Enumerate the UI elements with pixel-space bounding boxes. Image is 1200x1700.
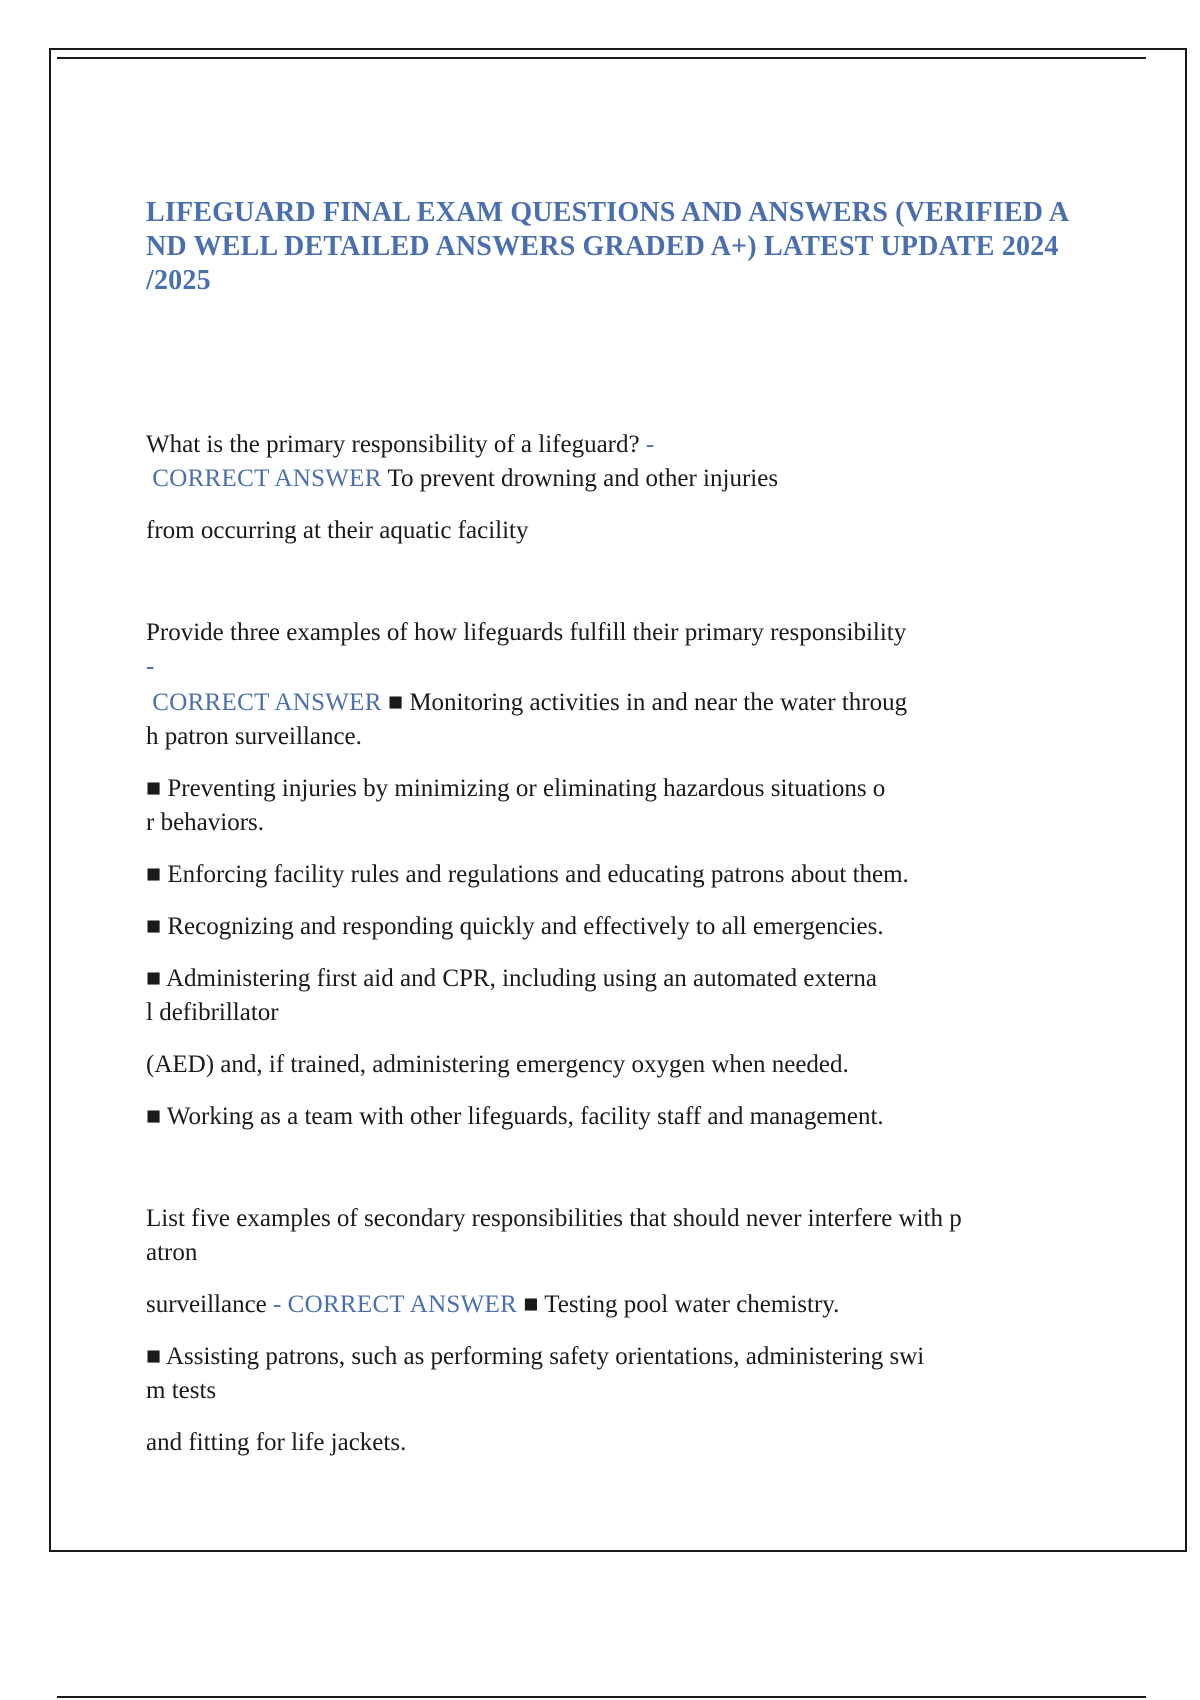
list-item: ■ Enforcing facility rules and regulations and educating patrons about them. [146, 861, 909, 888]
answer-line: CORRECT ANSWER ■ Monitoring activities in and near the water throug [152, 689, 908, 716]
bullet-icon: ■ [523, 1291, 539, 1318]
correct-answer-label: CORRECT ANSWER [152, 689, 382, 716]
qa-block-1 [146, 428, 1086, 548]
list-item: ■ Recognizing and responding quickly and effectively to all emergencies. [146, 913, 884, 940]
qa-block-3 [146, 1202, 1086, 1460]
list-item: ■ Assisting patrons, such as performing safety orientations, administering swi m tests [146, 1343, 925, 1404]
question-text: atron [146, 1239, 198, 1266]
answer-line: h patron surveillance. [146, 723, 362, 750]
bullet-icon: ■ [146, 861, 162, 888]
list-item: ■ Working as a team with other lifeguards, facility staff and management. [146, 1103, 884, 1130]
bullet-icon: ■ [146, 1103, 162, 1130]
title-line: LIFEGUARD FINAL EXAM QUESTIONS AND ANSWERS (VERIFIED A [146, 197, 1070, 228]
document-title [146, 196, 1086, 298]
list-item: (AED) and, if trained, administering emergency oxygen when needed. [146, 1051, 849, 1078]
separator: - [273, 1291, 282, 1318]
answer-line: from occurring at their aquatic facility [146, 517, 529, 544]
title-line: /2025 [146, 265, 211, 296]
correct-answer-label: CORRECT ANSWER [152, 465, 382, 492]
list-item: and fitting for life jackets. [146, 1429, 407, 1456]
correct-answer-label: CORRECT ANSWER [287, 1291, 518, 1318]
answer-line: surveillance - CORRECT ANSWER ■ Testing pool water chemistry. [146, 1291, 840, 1318]
bullet-icon: ■ [146, 913, 162, 940]
question-text: Provide three examples of how lifeguards fulfill their primary responsibility [146, 619, 907, 646]
separator: - [146, 653, 155, 680]
separator: - [645, 431, 655, 458]
bullet-icon: ■ [146, 775, 162, 802]
document-body [146, 196, 1086, 1460]
list-item: ■ Administering first aid and CPR, including using an automated externa l defibrillator [146, 965, 877, 1026]
question-text: List five examples of secondary responsibilities that should never interfere with p [146, 1205, 962, 1232]
bullet-icon: ■ [146, 965, 162, 992]
question-text: What is the primary responsibility of a lifeguard? - [146, 431, 655, 458]
bottom-rule [57, 1696, 1146, 1698]
top-rule [57, 57, 1146, 59]
list-item: ■ Preventing injuries by minimizing or eliminating hazardous situations o r behaviors. [146, 775, 886, 836]
bullet-icon: ■ [146, 1343, 162, 1370]
answer-line: CORRECT ANSWER To prevent drowning and other injuries [152, 465, 779, 492]
title-line: ND WELL DETAILED ANSWERS GRADED A+) LATEST UPDATE 2024 [146, 231, 1059, 262]
bullet-icon: ■ [387, 689, 404, 716]
qa-block-2 [146, 616, 1086, 1134]
